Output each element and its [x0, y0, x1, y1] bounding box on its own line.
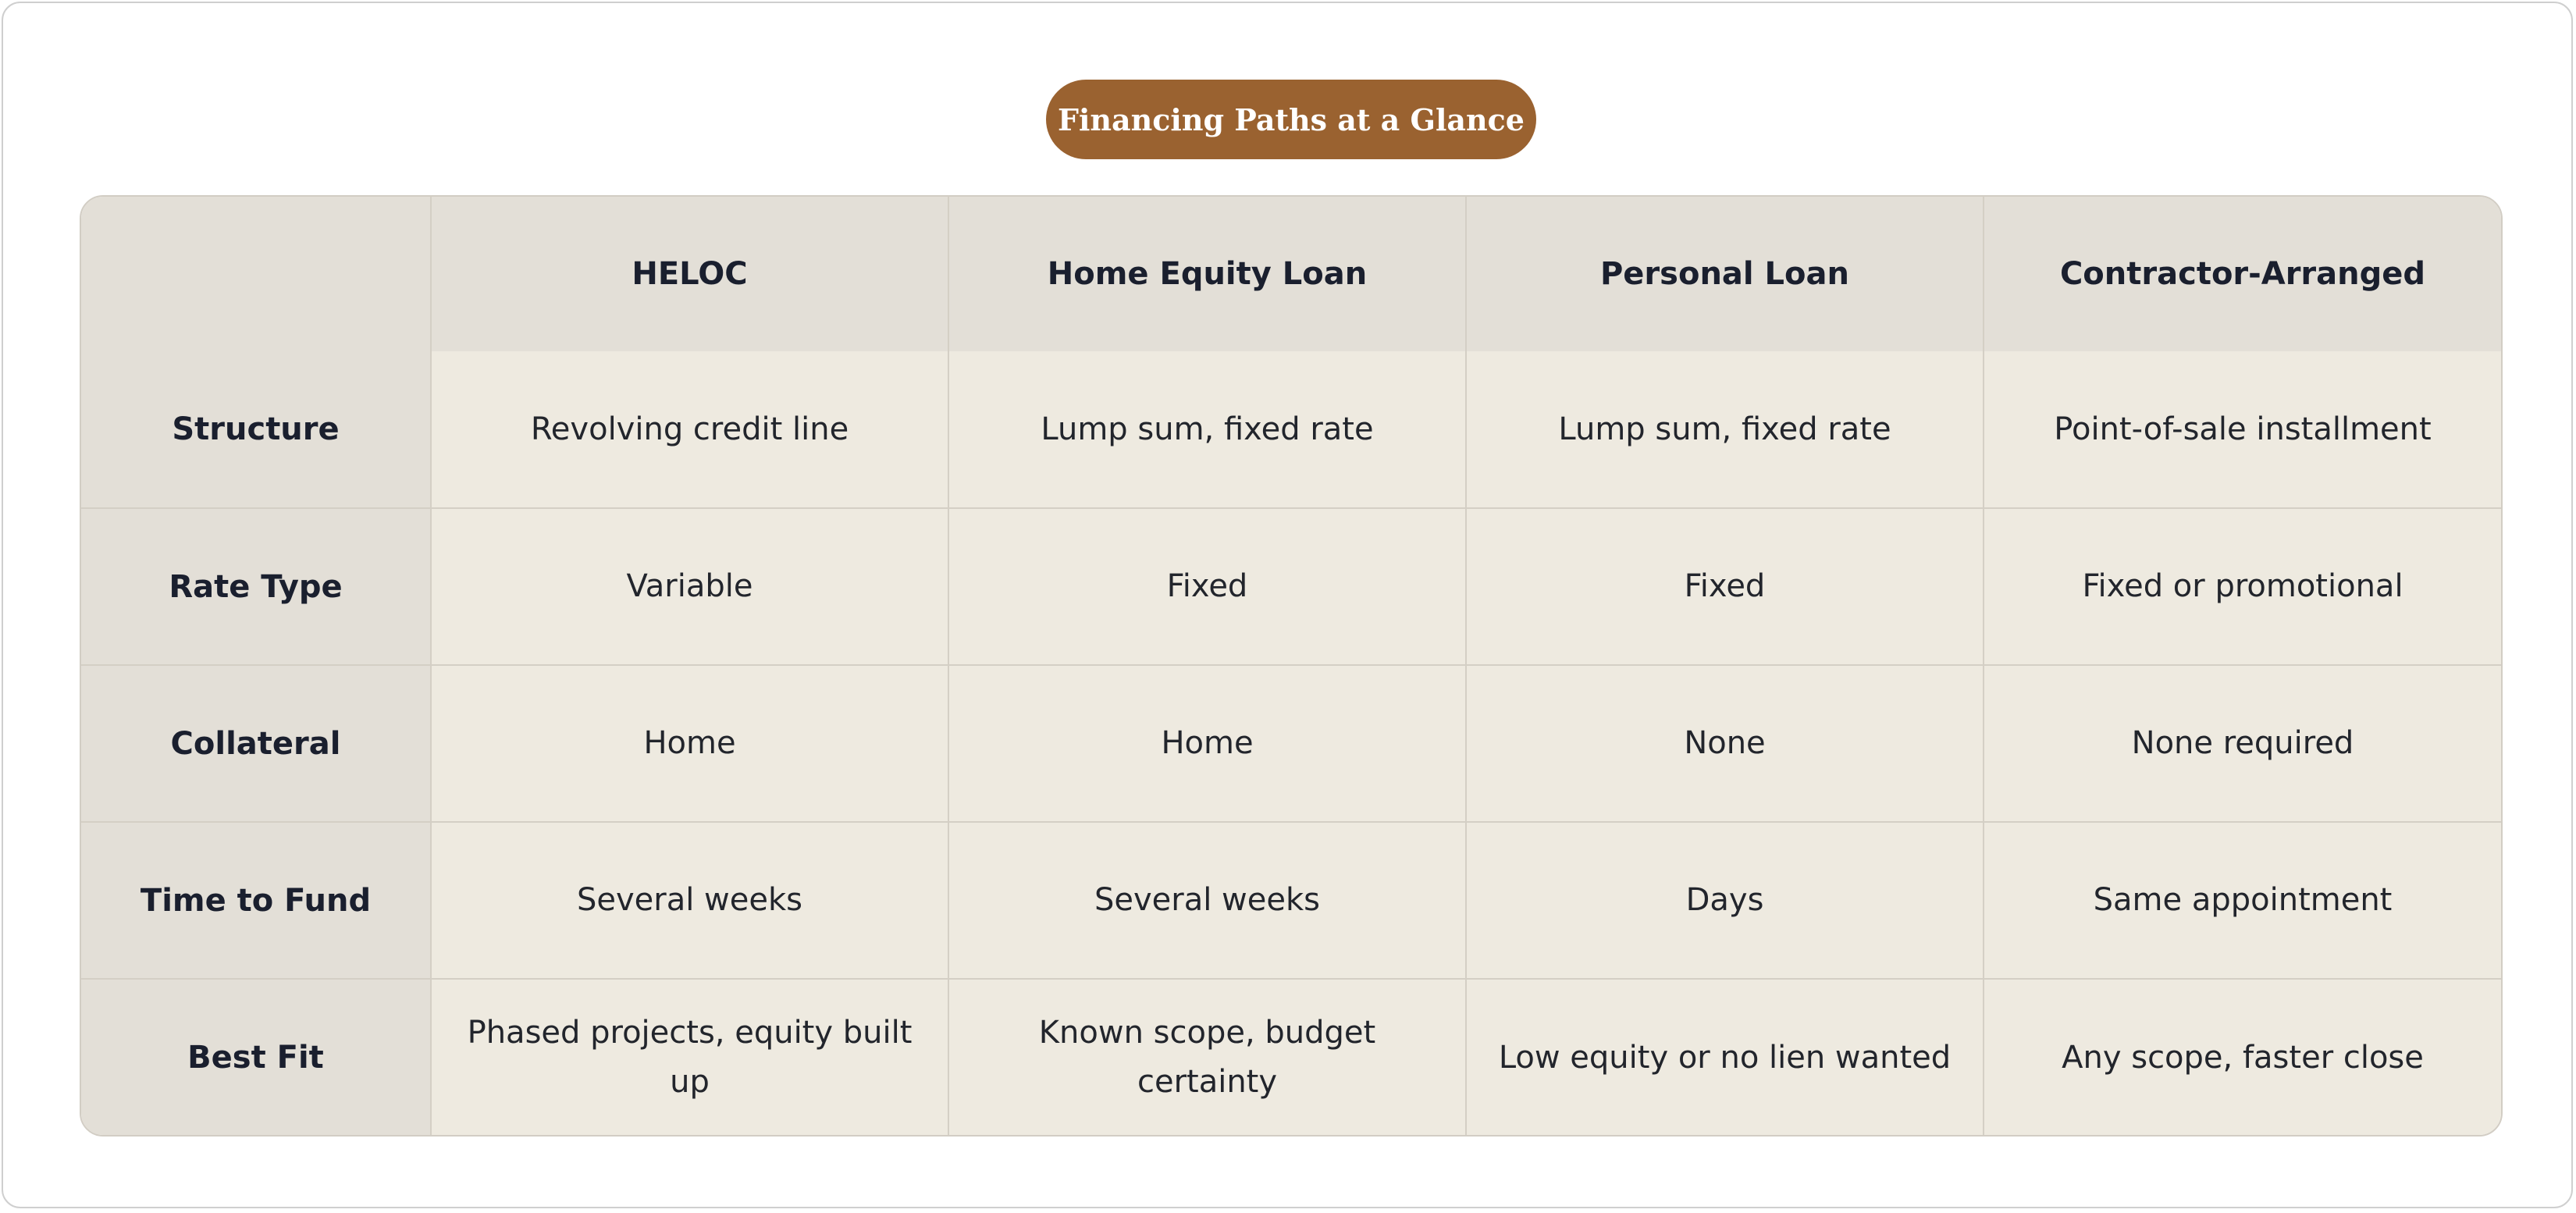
- table-row-collateral: [81, 665, 2501, 822]
- table-cell: Revolving credit line: [431, 351, 948, 508]
- table-cell: Known scope, budget certainty: [948, 979, 1466, 1136]
- table-cell: Variable: [431, 508, 948, 665]
- table-cell: Home: [948, 665, 1466, 822]
- table-row-rate-type: [81, 508, 2501, 665]
- column-header-home-equity-loan: Home Equity Loan: [948, 197, 1466, 351]
- table-cell: Several weeks: [948, 822, 1466, 979]
- page-title: Financing Paths at a Glance: [1058, 101, 1525, 137]
- comparison-table: [81, 197, 2501, 1136]
- table-cell: Phased projects, equity built up: [431, 979, 948, 1136]
- column-header-personal-loan: Personal Loan: [1466, 197, 1984, 351]
- table-cell: None required: [1984, 665, 2501, 822]
- table-cell: Fixed or promotional: [1984, 508, 2501, 665]
- corner-cell: [81, 197, 431, 351]
- table-cell: Several weeks: [431, 822, 948, 979]
- row-label: Collateral: [81, 665, 431, 822]
- row-label: Time to Fund: [81, 822, 431, 979]
- table-cell: Point-of-sale installment: [1984, 351, 2501, 508]
- comparison-table-container: [80, 195, 2503, 1137]
- table-cell: Lump sum, fixed rate: [948, 351, 1466, 508]
- table-cell: Same appointment: [1984, 822, 2501, 979]
- table-row-best-fit: [81, 979, 2501, 1136]
- table-row-time-to-fund: [81, 822, 2501, 979]
- table-cell: Low equity or no lien wanted: [1466, 979, 1984, 1136]
- table-cell: None: [1466, 665, 1984, 822]
- table-header-row: [81, 197, 2501, 351]
- column-header-contractor-arranged: Contractor-Arranged: [1984, 197, 2501, 351]
- row-label: Rate Type: [81, 508, 431, 665]
- table-cell: Lump sum, fixed rate: [1466, 351, 1984, 508]
- table-cell: Fixed: [948, 508, 1466, 665]
- table-cell: Days: [1466, 822, 1984, 979]
- table-cell: Home: [431, 665, 948, 822]
- table-cell: Any scope, faster close: [1984, 979, 2501, 1136]
- table-cell: Fixed: [1466, 508, 1984, 665]
- content-card: [2, 2, 2573, 1208]
- row-label: Structure: [81, 351, 431, 508]
- table-row-structure: [81, 351, 2501, 508]
- title-badge: [1046, 80, 1536, 159]
- column-header-heloc: HELOC: [431, 197, 948, 351]
- row-label: Best Fit: [81, 979, 431, 1136]
